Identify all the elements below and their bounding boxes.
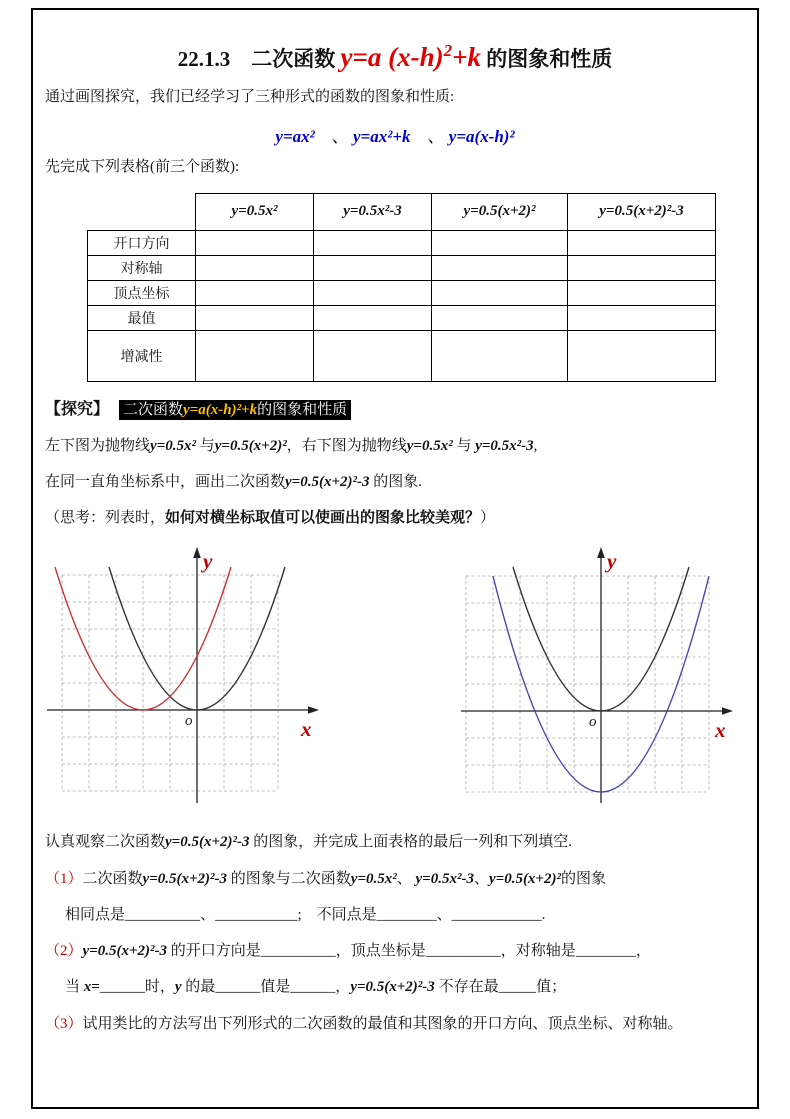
title-formula-base: y=a (x-h) [340, 42, 444, 72]
question-1-line-2: 相同点是__________、___________; 不同点是________、____________. [65, 906, 546, 923]
col-header-3: y=0.5(x+2)² [432, 193, 568, 230]
x-axis-arrow-icon [308, 706, 319, 714]
explore-highlight: 二次函数y=a(x-h)²+k的图象和性质 [119, 400, 351, 420]
graph-left [45, 543, 325, 821]
table-blank-cell [568, 305, 716, 330]
axes [47, 555, 311, 803]
table-blank-cell [314, 280, 432, 305]
paragraph-draw-instruction: 在同一直角坐标系中，画出二次函数y=0.5(x+2)²-3 的图象. [45, 473, 423, 490]
graphs-row [45, 543, 745, 821]
table-blank-cell [568, 255, 716, 280]
question-2-line-1: （2）y=0.5(x+2)²-3 的开口方向是__________，顶点坐标是__________，对称轴是________， [45, 943, 651, 959]
question-1-line-1: （1）二次函数y=0.5(x+2)²-3 的图象与二次函数y=0.5x²、 y=0.5x²-3、y=0.5(x+2)²的图象 [45, 870, 606, 887]
table-blank-cell [314, 255, 432, 280]
y-axis-arrow-icon [193, 547, 201, 558]
table-intro: 先完成下列表格(前三个函数): [45, 159, 240, 176]
table-blank-cell [432, 280, 568, 305]
paragraph-observe-instruction: 认真观察二次函数y=0.5(x+2)²-3 的图象，并完成上面表格的最后一列和下列填空. [45, 834, 573, 851]
table-blank-cell [314, 305, 432, 330]
x-axis-arrow-icon [722, 707, 733, 715]
table-blank-cell [196, 330, 314, 381]
title-formula-tail: +k [452, 42, 481, 72]
row-label-axis-of-symmetry: 对称轴 [88, 255, 196, 280]
x-axis-label: x [715, 718, 726, 743]
page-title [45, 34, 745, 76]
explore-label: 【探究】 [45, 400, 110, 418]
col-header-4: y=0.5(x+2)²-3 [568, 193, 716, 230]
grid [466, 576, 709, 792]
row-label-extremum: 最值 [88, 305, 196, 330]
question-2-line-2: 当 x=______时，y 的最______值是______，y=0.5(x+2)²-3 不存在最_____值； [65, 979, 567, 996]
table-blank-cell [196, 305, 314, 330]
axes [461, 555, 725, 803]
grid [62, 575, 278, 791]
y-axis-label: y [203, 549, 213, 574]
paragraph-graph-description: 左下图为抛物线y=0.5x² 与y=0.5(x+2)²，右下图为抛物线y=0.5x² 与 y=0.5x²-3, [45, 437, 538, 454]
function-forms-line: y=ax² 、 y=ax²+k 、 y=a(x-h)² [275, 127, 515, 147]
title-formula [341, 42, 482, 72]
table-blank-cell [314, 330, 432, 381]
row-label-monotonicity: 增减性 [88, 330, 196, 381]
table-blank-cell [568, 280, 716, 305]
table-blank-cell [196, 255, 314, 280]
title-suffix: 的图象和性质 [481, 47, 613, 71]
graph-right [459, 543, 739, 821]
x-axis-label: x [301, 717, 312, 742]
table-blank-cell [314, 230, 432, 255]
properties-table [87, 193, 716, 382]
y-axis-arrow-icon [597, 547, 605, 558]
col-header-2: y=0.5x²-3 [314, 193, 432, 230]
table-blank-cell [432, 330, 568, 381]
paragraph-think-note: （思考：列表时，如何对横坐标取值可以使画出的图象比较美观？） [45, 510, 496, 526]
origin-label: o [185, 713, 193, 730]
table-blank-cell [432, 305, 568, 330]
table-row [88, 230, 716, 255]
y-axis-label: y [607, 549, 617, 574]
empty-corner-cell [88, 193, 196, 230]
title-prefix: 22.1.3 二次函数 [177, 47, 341, 71]
question-3: （3）试用类比的方法写出下列形式的二次函数的最值和其图象的开口方向、顶点坐标、对称轴。 [45, 1015, 683, 1032]
origin-label: o [589, 714, 597, 731]
table-row [88, 305, 716, 330]
table-row [88, 330, 716, 381]
table-blank-cell [196, 280, 314, 305]
explore-heading [45, 396, 745, 419]
table-blank-cell [432, 255, 568, 280]
table-blank-cell [568, 230, 716, 255]
table-header-row [88, 193, 716, 230]
page-border-frame [31, 8, 759, 1109]
table-row [88, 280, 716, 305]
row-label-opening-direction: 开口方向 [88, 230, 196, 255]
table-row [88, 255, 716, 280]
col-header-1: y=0.5x² [196, 193, 314, 230]
table-blank-cell [432, 230, 568, 255]
title-formula-exponent: 2 [443, 41, 453, 60]
table-blank-cell [568, 330, 716, 381]
intro-paragraph: 通过画图探究，我们已经学习了三种形式的函数的图象和性质: [45, 89, 455, 105]
row-label-vertex: 顶点坐标 [88, 280, 196, 305]
table-blank-cell [196, 230, 314, 255]
